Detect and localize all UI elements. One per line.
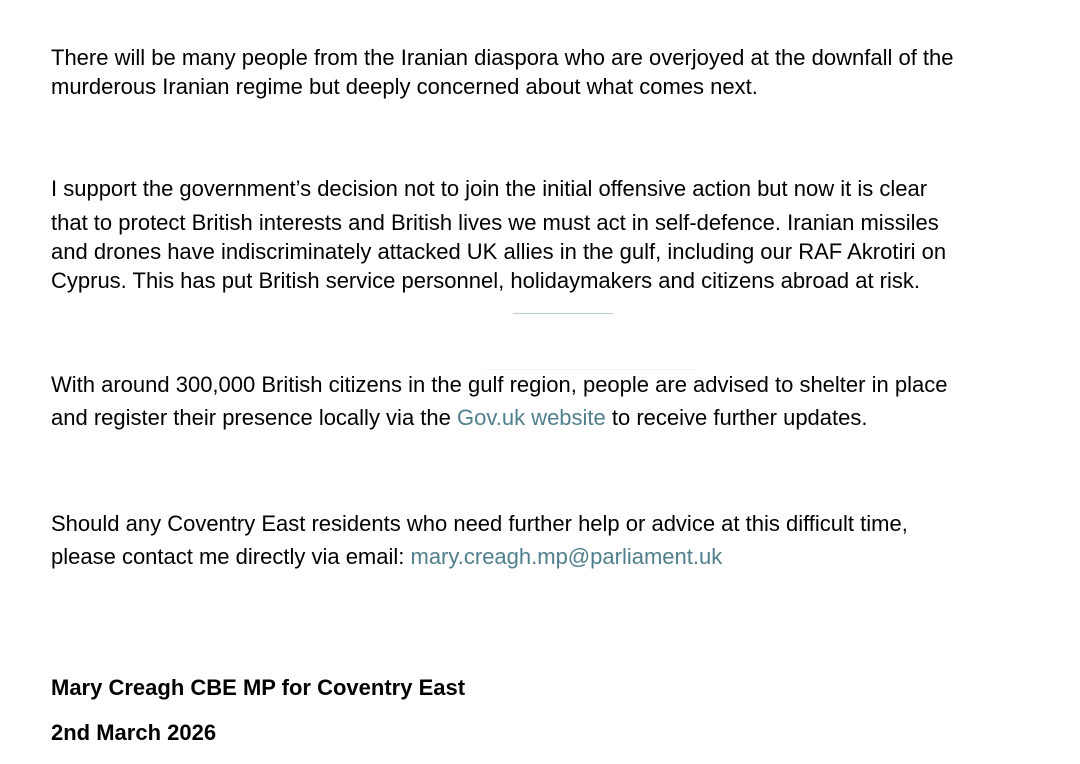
paragraph-self-defence — [51, 174, 1051, 295]
paragraph-text: and register their presence locally via the — [51, 405, 457, 430]
paragraph-line: Cyprus. This has put British service personnel, holidaymakers and citizens abroad at risk. — [51, 268, 920, 293]
paragraph-line — [51, 403, 1051, 432]
divider — [513, 313, 613, 314]
paragraph-diaspora — [51, 43, 1051, 101]
paragraph-line: and drones have indiscriminately attacked UK allies in the gulf, including our RAF Akrotiri on — [51, 239, 947, 264]
signature-date: 2nd March 2026 — [51, 720, 217, 745]
paragraph-contact — [51, 509, 1051, 571]
gov-uk-website-link[interactable]: Gov.uk website — [457, 405, 606, 430]
paragraph-line: that to protect British interests and British lives we must act in self-defence. Iranian missiles — [51, 210, 939, 235]
paragraph-text: to receive further updates. — [605, 405, 868, 430]
signature-name: Mary Creagh CBE MP for Coventry East — [51, 675, 466, 700]
paragraph-text: please contact me directly via email: — [51, 544, 411, 569]
paragraph-line: Should any Coventry East residents who need further help or advice at this difficult time, — [51, 511, 908, 536]
paragraph-line: I support the government’s decision not to join the initial offensive action but now it is clear — [51, 176, 928, 201]
paragraph-gulf-citizens — [51, 370, 1051, 432]
paragraph-line — [51, 542, 1051, 571]
email-link[interactable]: mary.creagh.mp@parliament.uk — [410, 544, 723, 569]
paragraph-line: murderous Iranian regime but deeply concerned about what comes next. — [51, 74, 758, 99]
paragraph-line: There will be many people from the Iranian diaspora who are overjoyed at the downfall of the — [51, 45, 954, 70]
paragraph-line: With around 300,000 British citizens in the gulf region, people are advised to shelter in place — [51, 372, 948, 397]
